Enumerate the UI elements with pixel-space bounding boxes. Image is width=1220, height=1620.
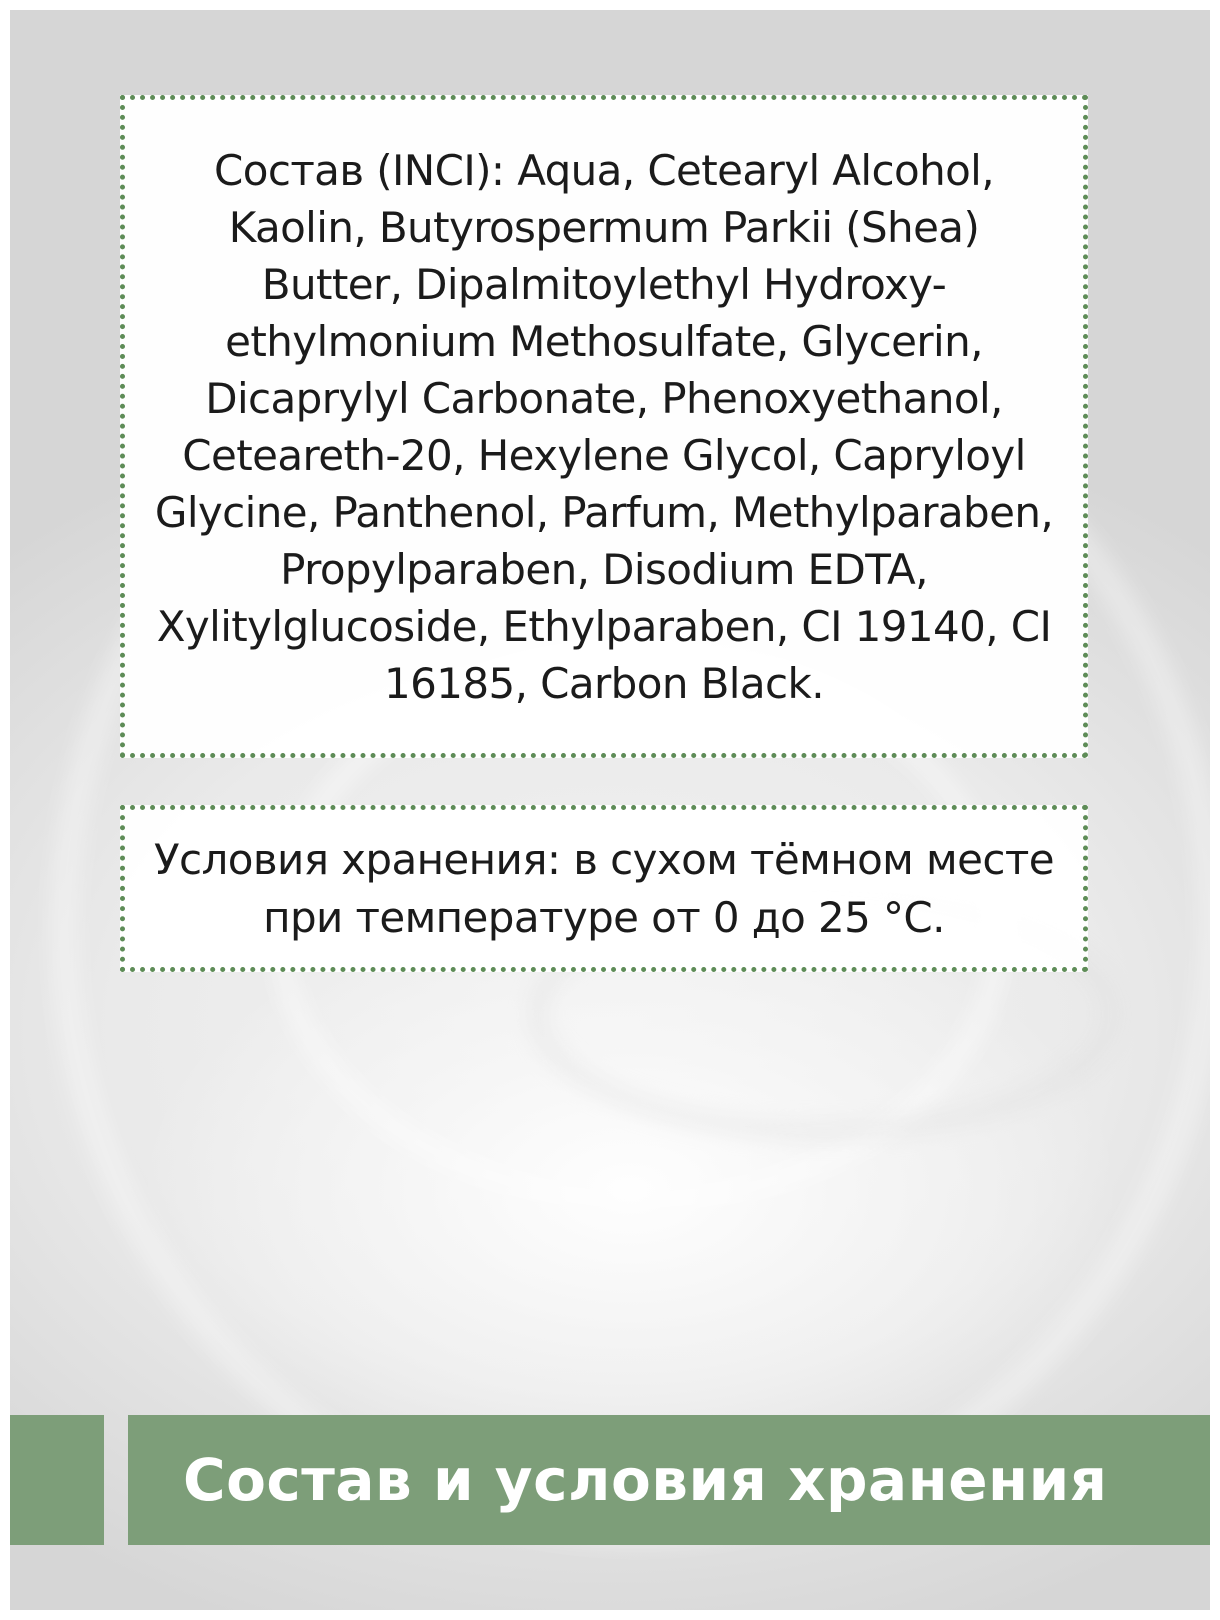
- storage-conditions-text: Условия хранения: в сухом тёмном месте при температуре от 0 до 25 °С.: [154, 834, 1054, 942]
- product-info-card: [10, 10, 1210, 1610]
- storage-conditions-box: [120, 805, 1088, 972]
- composition-box: [120, 95, 1088, 758]
- footer-banner: [128, 1415, 1210, 1545]
- footer-accent-block: [10, 1415, 104, 1545]
- composition-text: Состав (INCI): Aqua, Cetearyl Alcohol, Kaolin, Butyrospermum Parkii (Shea) Butter, Dipalmitoylethyl Hydroxy-ethylmonium Methosulfate, Glycerin, Dicaprylyl Carbonate, Phenoxyethanol, Ceteareth-20, Hexylene Glycol, Capryloyl Glycine, Panthenol, Parfum, Methylparaben, Propylparaben, Disodium EDTA, Xylitylglucoside, Ethylparaben, CI 19140, CI 16185, Carbon Black.: [154, 145, 1054, 708]
- footer-title: Состав и условия хранения: [183, 1446, 1108, 1514]
